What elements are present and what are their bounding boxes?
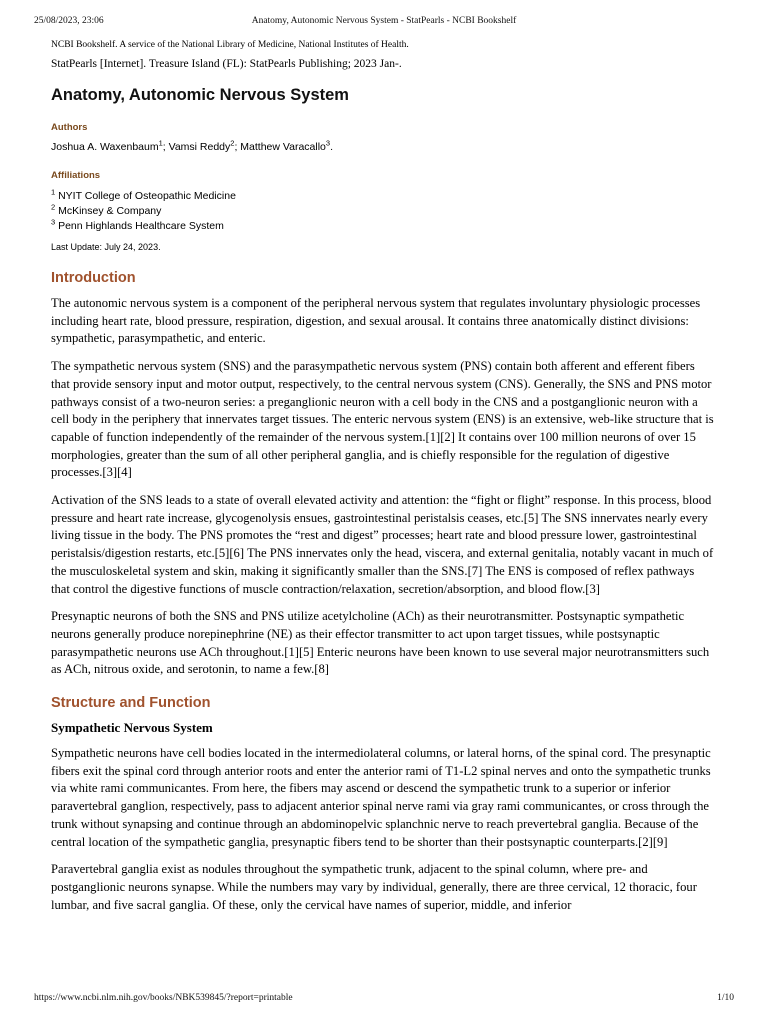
affiliations-list	[51, 189, 716, 234]
authors-label: Authors	[51, 122, 88, 133]
affiliation-sup: 2	[51, 202, 56, 212]
structure-paragraph: Paravertebral ganglia exist as nodules throughout the sympathetic trunk, adjacent to the spinal column, where pre- and postganglionic neurons synapse. While the numbers may vary by individual, generally, there are three cervical, 12 thoracic, four lumbar, and five sacral ganglia. Of these, only the cervical have names of superior, middle, and inferior	[51, 862, 697, 912]
affiliations-label: Affiliations	[51, 170, 101, 181]
author-name[interactable]: Joshua A. Waxenbaum	[51, 141, 159, 153]
author-separator: ;	[162, 141, 169, 153]
affiliation-sup: 1	[51, 187, 56, 197]
print-url[interactable]: https://www.ncbi.nlm.nih.gov/books/NBK539845/?report=printable	[34, 993, 293, 1003]
author-separator: .	[330, 141, 333, 153]
print-date: 25/08/2023, 23:06	[34, 16, 104, 26]
last-update: Last Update: July 24, 2023.	[51, 242, 161, 252]
affiliation-item	[51, 219, 716, 234]
article-content	[51, 40, 716, 924]
author-affiliation-sup: 2	[230, 138, 235, 148]
affiliation-text: Penn Highlands Healthcare System	[58, 220, 224, 232]
affiliation-text: NYIT College of Osteopathic Medicine	[58, 190, 236, 202]
article-title: Anatomy, Autonomic Nervous System	[51, 86, 349, 104]
author-affiliation-sup: 3	[325, 138, 331, 148]
affiliation-item	[51, 204, 716, 219]
intro-paragraph: Presynaptic neurons of both the SNS and PNS utilize acetylcholine (ACh) as their neurotransmitter. Postsynaptic sympathetic neurons generally produce norepinephrine (NE) as their effector transmitter to act upon target tissues, while postsynaptic parasympathetic neurons use ACh throughout.[1][5] Enteric neurons have been known to use several major neurotransmitters such as ACh, nitrous oxide, and serotonin, to name a few.[8]	[51, 609, 710, 677]
structure-function-heading: Structure and Function	[51, 695, 211, 712]
affiliation-text: McKinsey & Company	[58, 205, 162, 217]
sympathetic-subheading: Sympathetic Nervous System	[51, 720, 213, 736]
affiliation-item	[51, 189, 716, 204]
author-name[interactable]: Vamsi Reddy	[168, 141, 231, 153]
structure-paragraph: Sympathetic neurons have cell bodies located in the intermediolateral columns, or lateral horns, of the spinal cord. The presynaptic fibers exit the spinal cord through anterior roots and enter the anterior rami of T1-L2 spinal nerves and onto the sympathetic trunks via white rami communicantes. From here, the fibers may ascend or descend the sympathetic trunk to a superior or inferior paravertebral ganglion, respectively, pass to adjacent anterior spinal nerve rami via gray rami communicantes, or cross through the trunk without synapsing and continue through an abdominopelvic splanchnic nerve to reach prevertebral ganglia. Because of the central location of the sympathetic ganglia, presynaptic fibers tend to be shorter than their postsynaptic counterparts.[2][9]	[51, 746, 711, 849]
ncbi-bookshelf-notice: NCBI Bookshelf. A service of the National Library of Medicine, National Institutes of Health.	[51, 40, 409, 50]
intro-paragraph: The autonomic nervous system is a component of the peripheral nervous system that regulates involuntary physiologic processes including heart rate, blood pressure, respiration, digestion, and sexual arousal. It contains three anatomically distinct divisions: sympathetic, parasympathetic, and enteric.	[51, 296, 701, 346]
introduction-heading: Introduction	[51, 270, 136, 286]
author-affiliation-sup: 1	[158, 138, 163, 148]
intro-paragraph: The sympathetic nervous system (SNS) and the parasympathetic nervous system (PNS) contain both afferent and efferent fibers that provide sensory input and motor output, respectively, to the central nervous system (CNS). Generally, the SNS and PNS motor pathways consist of a two-neuron series: a preganglionic neuron with a cell body in the CNS and a postganglionic neuron with a cell body in the periphery that innervates target tissues. The enteric nervous system (ENS) is an extensive, web-like structure that is capable of function independently of the remainder of the nervous system.[1][2] It contains over 100 million neurons of over 15 morphologies, greater than the sum of all other peripheral ganglia, and is chiefly responsible for the regulation of digestive processes.[3][4]	[51, 359, 714, 480]
author-separator: ;	[234, 141, 241, 153]
authors-list	[51, 138, 716, 153]
page-number: 1/10	[717, 993, 734, 1003]
affiliation-sup: 3	[51, 217, 56, 227]
print-page-title: Anatomy, Autonomic Nervous System - StatPearls - NCBI Bookshelf	[251, 16, 517, 26]
author-name[interactable]: Matthew Varacallo	[240, 141, 326, 153]
publication-citation: StatPearls [Internet]. Treasure Island (FL): StatPearls Publishing; 2023 Jan-.	[51, 58, 402, 70]
intro-paragraph: Activation of the SNS leads to a state of overall elevated activity and attention: the “fight or flight” response. In this process, blood pressure and heart rate increase, glycogenolysis ensues, gastrointestinal peristalsis ceases, etc.[5] The SNS innervates nearly every living tissue in the body. The PNS promotes the “rest and digest” processes; heart rate and blood pressure lower, gastrointestinal peristalsis/digestion restarts, etc.[5][6] The PNS innervates only the head, viscera, and external genitalia, notably vacant in much of the musculoskeletal system and skin, making it significantly smaller than the SNS.[7] The ENS is composed of reflex pathways that control the digestive functions of muscle contraction/relaxation, secretion/absorption, and blood flow.[3]	[51, 493, 714, 596]
